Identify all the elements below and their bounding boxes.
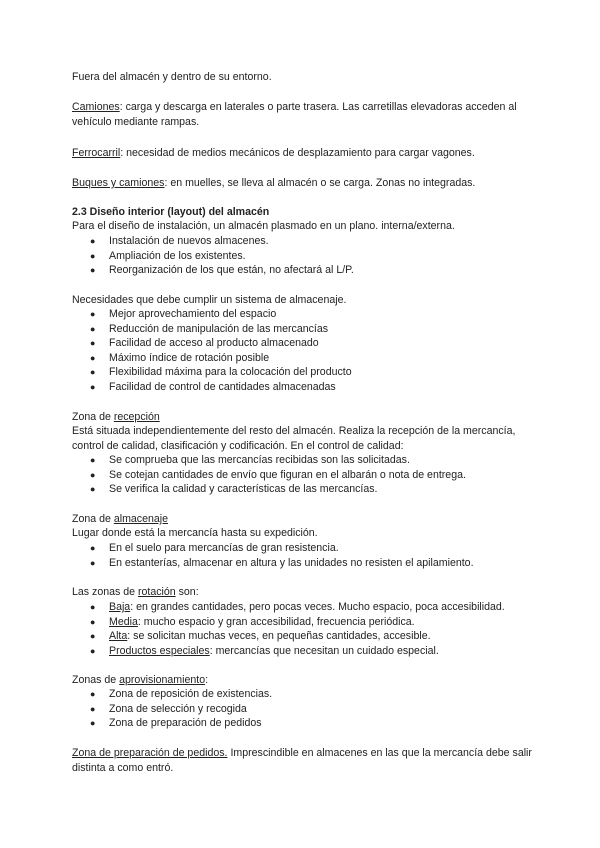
bullet-icon: ● bbox=[90, 250, 96, 261]
list-item: ● Facilidad de acceso al producto almacenado bbox=[90, 337, 319, 350]
list-item: ● Reducción de manipulación de las mercancías bbox=[90, 322, 329, 335]
section-list bbox=[72, 234, 532, 278]
bullet-icon: ● bbox=[90, 703, 96, 714]
recepcion-heading: Zona de recepción bbox=[72, 411, 160, 423]
bullet-icon: ● bbox=[90, 236, 96, 246]
almacenaje-heading: Zona de almacenaje bbox=[72, 513, 169, 525]
list-item: ● Zona de preparación de pedidos bbox=[90, 717, 262, 730]
ferrocarril-term: Ferrocarril bbox=[72, 147, 121, 159]
list-item: ● Se comprueba que las mercancías recibidas son las solicitadas. bbox=[90, 454, 410, 466]
list-item: ● Se verifica la calidad y características de las mercancías. bbox=[90, 483, 378, 496]
list-item: ● Ampliación de los existentes. bbox=[90, 249, 246, 262]
intro-paragraph: Fuera del almacén y dentro de su entorno. bbox=[72, 71, 272, 83]
bullet-icon: ● bbox=[90, 645, 96, 656]
list-item: ● En estanterías, almacenar en altura y las unidades no resisten el apilamiento. bbox=[90, 556, 474, 569]
camiones-paragraph bbox=[72, 100, 532, 129]
bullet-icon: ● bbox=[90, 484, 96, 495]
buques-term: Buques y camiones bbox=[72, 177, 165, 189]
preparacion-paragraph bbox=[72, 746, 532, 775]
preparacion-text: Imprescindible en almacenes en las que la mercancía debe salir distinta a como entró. bbox=[72, 747, 532, 774]
list-item: ● Reorganización de los que están, no afectará al L/P. bbox=[90, 264, 354, 277]
list-item: ● Mejor aprovechamiento del espacio bbox=[90, 308, 277, 320]
almacenaje-list bbox=[72, 541, 532, 570]
bullet-icon: ● bbox=[90, 338, 96, 349]
list-item: ● Máximo índice de rotación posible bbox=[90, 351, 270, 364]
list-item: ● Zona de selección y recogida bbox=[90, 702, 247, 715]
bullet-icon: ● bbox=[90, 323, 96, 334]
bullet-icon: ● bbox=[90, 455, 96, 465]
bullet-icon: ● bbox=[90, 367, 96, 378]
list-item: ● Se cotejan cantidades de envío que figuran en el albarán o nota de entrega. bbox=[90, 468, 466, 481]
bullet-icon: ● bbox=[90, 381, 96, 392]
list-item: ● Instalación de nuevos almacenes. bbox=[90, 235, 269, 247]
almacenaje-text: Lugar donde está la mercancía hasta su expedición. bbox=[72, 527, 318, 539]
recepcion-list bbox=[72, 453, 532, 497]
list-item: ● Alta: se solicitan muchas veces, en pequeñas cantidades, accesible. bbox=[90, 630, 431, 643]
bullet-icon: ● bbox=[90, 309, 96, 319]
recepcion-text: Está situada independientemente del resto del almacén. Realiza la recepción de la mercancía, control de calidad, clasificación y codificación. En el control de calidad: bbox=[72, 425, 516, 452]
bullet-icon: ● bbox=[90, 718, 96, 729]
needs-list bbox=[72, 307, 532, 395]
camiones-text: : carga y descarga en laterales o parte trasera. Las carretillas elevadoras acceden al vehículo mediante rampas. bbox=[72, 101, 517, 128]
section-heading: 2.3 Diseño interior (layout) del almacén bbox=[72, 206, 270, 218]
bullet-icon: ● bbox=[90, 543, 96, 553]
aprov-list bbox=[72, 687, 532, 731]
aprov-heading: Zonas de aprovisionamiento: bbox=[72, 674, 209, 686]
bullet-icon: ● bbox=[90, 352, 96, 363]
bullet-icon: ● bbox=[90, 631, 96, 642]
ferrocarril-text: : necesidad de medios mecánicos de desplazamiento para cargar vagones. bbox=[120, 147, 475, 159]
list-item: ● Flexibilidad máxima para la colocación del producto bbox=[90, 366, 352, 379]
bullet-icon: ● bbox=[90, 469, 96, 480]
list-item: ● En el suelo para mercancías de gran resistencia. bbox=[90, 542, 339, 554]
list-item: ● Media: mucho espacio y gran accesibilidad, frecuencia periódica. bbox=[90, 615, 415, 628]
list-item: ● Productos especiales: mercancías que necesitan un cuidado especial. bbox=[90, 644, 439, 657]
rotacion-term: rotación bbox=[137, 586, 176, 598]
list-item: ● Zona de reposición de existencias. bbox=[90, 688, 273, 700]
bullet-icon: ● bbox=[90, 689, 96, 699]
rotacion-list bbox=[72, 600, 532, 658]
recepcion-term: recepción bbox=[113, 411, 160, 423]
bullet-icon: ● bbox=[90, 602, 96, 612]
buques-text: : en muelles, se lleva al almacén o se carga. Zonas no integradas. bbox=[164, 177, 476, 189]
camiones-term: Camiones bbox=[72, 101, 120, 113]
bullet-icon: ● bbox=[90, 557, 96, 568]
aprov-term: aprovisionamiento bbox=[119, 674, 206, 686]
bullet-icon: ● bbox=[90, 616, 96, 627]
rotacion-heading: Las zonas de rotación son: bbox=[72, 586, 199, 598]
list-item: ● Facilidad de control de cantidades almacenadas bbox=[90, 380, 336, 393]
almacenaje-term: almacenaje bbox=[113, 513, 169, 525]
bullet-icon: ● bbox=[90, 265, 96, 276]
buques-paragraph bbox=[72, 176, 532, 191]
needs-intro: Necesidades que debe cumplir un sistema de almacenaje. bbox=[72, 294, 347, 306]
list-item: ● Baja: en grandes cantidades, pero pocas veces. Mucho espacio, poca accesibilidad. bbox=[90, 601, 505, 613]
preparacion-term: Zona de preparación de pedidos. bbox=[72, 747, 228, 759]
ferrocarril-paragraph bbox=[72, 146, 532, 161]
section-intro: Para el diseño de instalación, un almacén plasmado en un plano. interna/externa. bbox=[72, 220, 455, 232]
